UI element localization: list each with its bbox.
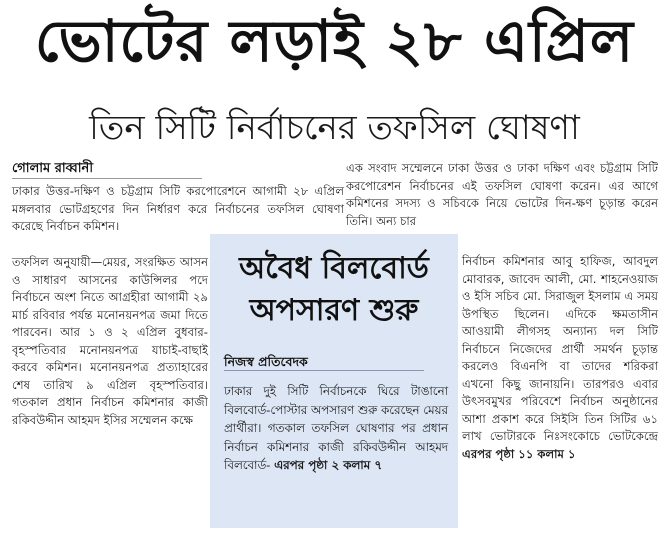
- col2-top: [346, 160, 658, 230]
- col2-body: [462, 253, 658, 463]
- col2-body-text: [462, 253, 658, 463]
- col1-body-text: তফসিল অনুযায়ী—মেয়র, সংরক্ষিত আসন ও সাধারণ আসনের কাউন্সিলর পদে নির্বাচনে অংশ নিতে আগ্রহীরা আগামী ২৯ মার্চ রবিবার পর্যন্ত মনোনয়নপত্র জমা দিতে পারবেন। আর ১ ও ২ এপ্রিল বুধবার-বৃহস্পতিবার মনোনয়নপত্র যাচাই-বাছাই করবে কমিশন। মনোনয়নপত্র প্রত্যাহারের শেষ তারিখ ৯ এপ্রিল বৃহস্পতিবার। গতকাল প্রধান নির্বাচন কমিশনার কাজী রকিবউদ্দীন আহমদ ইসির সম্মেলন কক্ষে: [12, 255, 208, 427]
- col1-intro-text: ঢাকার উত্তর-দক্ষিণ ও চট্টগ্রাম সিটি করপোরেশনে আগামী ২৮ এপ্রিল মঙ্গলবার ভোটগ্রহণের দিন নির্ধারণ করে নির্বাচনের তফসিল ঘোষণা করেছে নির্বাচন কমিশন।: [12, 184, 344, 233]
- subheadline: তিন সিটি নির্বাচনের তফসিল ঘোষণা: [89, 108, 580, 148]
- col1-body: [12, 254, 208, 429]
- box-body: [224, 382, 448, 475]
- col2-top-text: এক সংবাদ সম্মেলনে ঢাকা উত্তর ও ঢাকা দক্ষিণ এবং চট্টগ্রাম সিটি করপোরেশন নির্বাচনের এই তফসিল ঘোষণা করেন। এর আগে কমিশনের সদস্য ও সচিবকে নিয়ে ভোটের দিন-ক্ষণ চূড়ান্ত করেন তিনি। অন্য চার: [346, 161, 658, 228]
- col2-jump-line: এরপর পৃষ্ঠা ১১ কলাম ১: [462, 446, 576, 461]
- sidebar-story-box: [210, 234, 458, 528]
- box-title: অবৈধ বিলবোর্ড অপসারণ শুরু: [239, 251, 429, 328]
- box-jump-line: এরপর পৃষ্ঠা ২ কলাম ৭: [274, 458, 383, 472]
- headline: ভোটের লড়াই ২৮ এপ্রিল: [34, 7, 635, 75]
- col1-intro: [12, 183, 344, 236]
- col2-body-span: নির্বাচন কমিশনার আবু হাফিজ, আবদুল মোবারক, জাবেদ আলী, মো. শাহনেওয়াজ ও ইসি সচিব মো. সিরাজুল ইসলাম এ সময় উপস্থিত ছিলেন। এদিকে ক্ষমতাসীন আওয়ামী লীগসহ অন্যান্য দল সিটি নির্বাচনে নিজেদের প্রার্থী সমর্থন চূড়ান্ত করলেও বিএনপি বা তাদের শরিকরা এখনো কিছু জানায়নি। তারপরও এবার উৎসবমুখর পরিবেশে নির্বাচন অনুষ্ঠানের আশা প্রকাশ করে সিইসি তিন সিটির ৬১ লাখ ভোটারকে নিঃসংকোচে ভোটকেন্দ্রে: [462, 254, 658, 443]
- box-byline: নিজস্ব প্রতিবেদক: [224, 354, 424, 371]
- box-body-text: ঢাকার দুই সিটি নির্বাচনকে ঘিরে টাঙানো বিলবোর্ড-পোস্টার অপসারণ শুরু করেছেন মেয়র প্রার্থীরা। গতকাল তফসিল ঘোষণার পর প্রধান নির্বাচন কমিশনার কাজী রকিবউদ্দীন আহমদ বিলবোর্ড-: [224, 384, 448, 472]
- byline: গোলাম রাব্বানী: [12, 160, 202, 179]
